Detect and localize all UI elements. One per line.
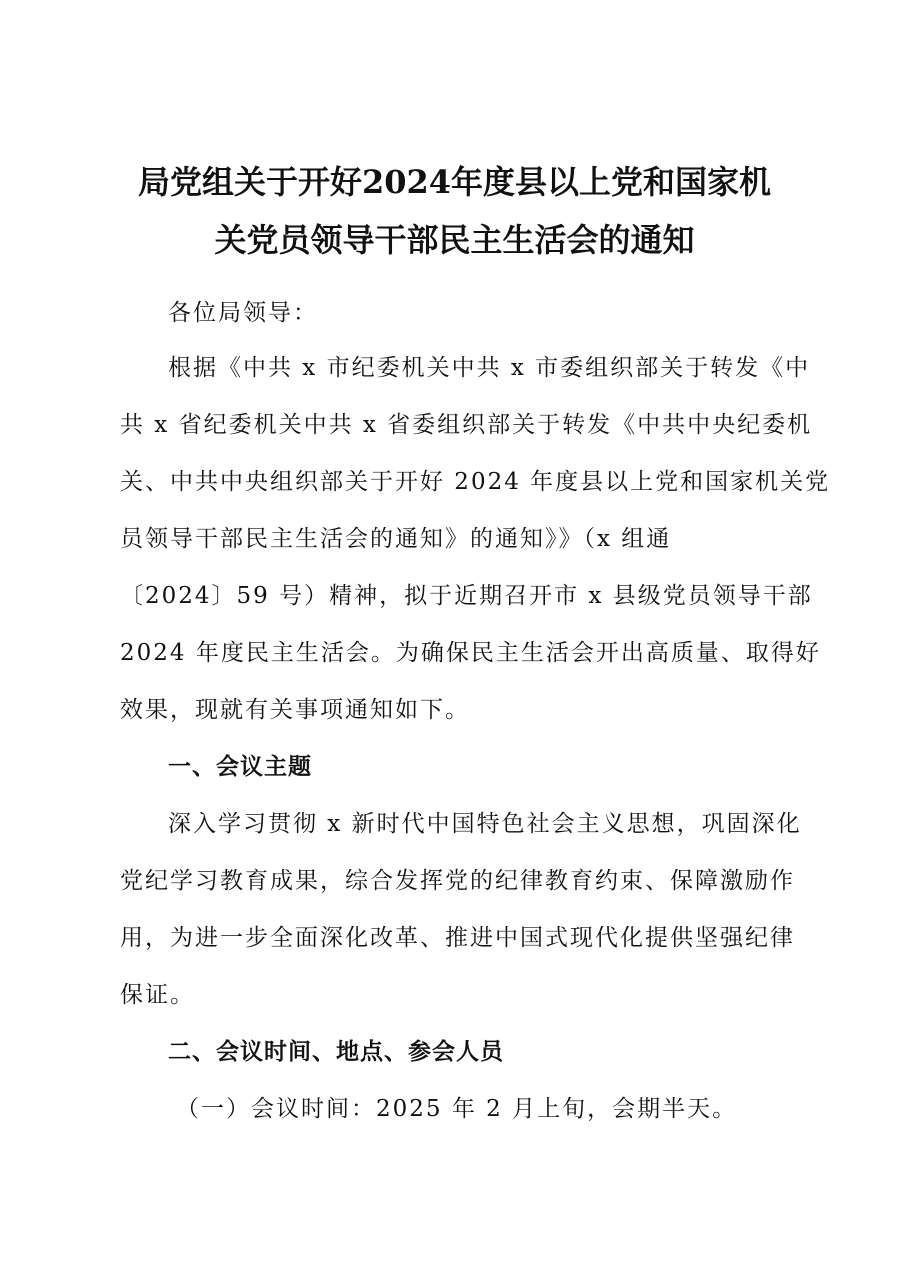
intro-line-3: 关、中共中央组织部关于开好 2024 年度县以上党和国家机关党 (120, 469, 831, 495)
intro-line-6: 2024 年度民主生活会。为确保民主生活会开出高质量、取得好 (120, 640, 821, 666)
intro-line-4: 员领导干部民主生活会的通知》的通知》》（x 组通 (120, 526, 672, 552)
document-title-line-1: 局党组关于开好2024年度县以上党和国家机 (137, 163, 772, 201)
section-2-item-1: （一）会议时间：2025 年 2 月上旬，会期半天。 (176, 1096, 738, 1122)
intro-line-7: 效果，现就有关事项通知如下。 (120, 697, 470, 723)
section-2-heading: 二、会议时间、地点、参会人员 (168, 1039, 504, 1065)
section-1-line-3: 用，为进一步全面深化改革、推进中国式现代化提供坚强纪律 (120, 925, 795, 951)
intro-line-2: 共 x 省纪委机关中共 x 省委组织部关于转发《中共中央纪委机 (120, 412, 813, 438)
intro-line-1: 根据《中共 x 市纪委机关中共 x 市委组织部关于转发《中 (168, 355, 811, 381)
section-1-heading: 一、会议主题 (168, 754, 312, 780)
section-1-line-4: 保证。 (120, 982, 195, 1008)
document-title-line-2: 关党员领导干部民主生活会的通知 (214, 221, 695, 259)
salutation: 各位局领导： (168, 300, 318, 326)
section-1-line-2: 党纪学习教育成果，综合发挥党的纪律教育约束、保障激励作 (120, 868, 795, 894)
intro-line-5: 〔2024〕59 号）精神，拟于近期召开市 x 县级党员领导干部 (120, 583, 813, 609)
section-1-line-1: 深入学习贯彻 x 新时代中国特色社会主义思想，巩固深化 (168, 811, 802, 837)
